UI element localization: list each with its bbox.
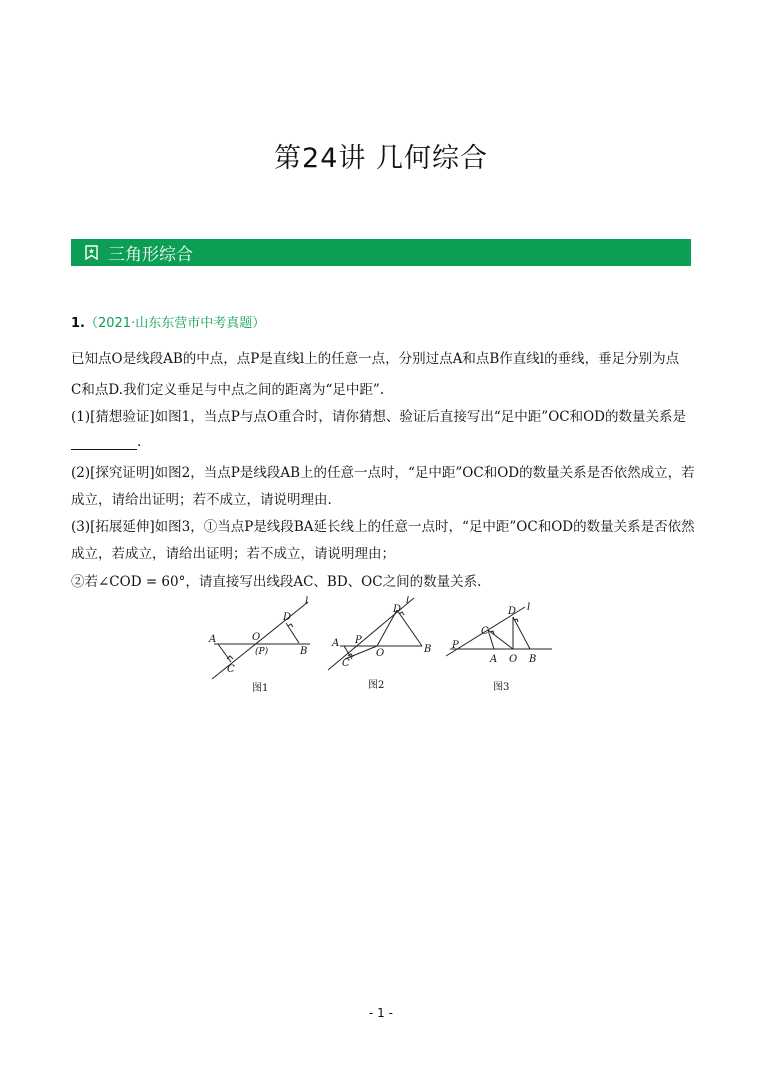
fig2-label-o: O — [376, 648, 385, 659]
fig1-label-b: B — [300, 646, 308, 657]
fig1-label-c: C — [227, 664, 235, 675]
fig1-label-p: (P) — [255, 647, 269, 657]
page-title: 第24讲 几何综合 — [274, 143, 488, 174]
question-header — [71, 312, 265, 331]
fig3-label-a: A — [490, 654, 498, 665]
problem-line: C和点D.我们定义垂足与中点之间的距离为“足中距”. — [71, 382, 385, 398]
fig2-label-a: A — [332, 638, 340, 649]
section-header — [71, 239, 691, 266]
answer-blank-line — [71, 434, 141, 450]
geometry-figures — [200, 596, 570, 704]
fig1-label-a: A — [209, 634, 217, 645]
problem-line: 成立，若成立，请给出证明；若不成立，请说明理由； — [71, 546, 395, 562]
fig2-label-p: P — [355, 635, 362, 646]
fig2-perp-bd — [397, 610, 422, 646]
fig2-label-l: l — [406, 596, 410, 606]
fig2-segment-oc — [345, 646, 377, 659]
fig2-caption: 图2 — [368, 680, 385, 691]
fig2-line-l — [328, 598, 414, 670]
fig3-label-l: l — [527, 602, 531, 613]
problem-line: ②若∠COD = 60°，请直接写出线段AC、BD、OC之间的数量关系. — [71, 574, 482, 590]
fig1-label-o: O — [252, 632, 261, 643]
fig2-label-b: B — [424, 644, 432, 655]
problem-line: 成立，请给出证明；若不成立，请说明理由. — [71, 492, 332, 508]
problem-line: (3)[拓展延伸]如图3，①当点P是线段BA延长线上的任意一点时，“足中距”OC和OD的数量关系是否依然 — [71, 519, 695, 535]
problem-line: 已知点O是线段AB的中点，点P是直线l上的任意一点，分别过点A和点B作直线l的垂线，垂足分别为点 — [71, 351, 680, 367]
section-title: 三角形综合 — [108, 245, 193, 265]
fig1-right-angle-c — [227, 656, 233, 659]
fig3-label-d: D — [508, 606, 517, 617]
question-number: 1. — [71, 316, 85, 331]
fig1-label-l: l — [305, 596, 309, 607]
fig3-label-b: B — [529, 654, 537, 665]
fig2-segment-od — [377, 610, 397, 646]
fig1-perp-ac — [218, 644, 231, 662]
answer-blank[interactable] — [71, 435, 137, 450]
problem-line-end: . — [137, 434, 142, 450]
fig3-label-p: P — [452, 640, 459, 651]
fig1-label-d: D — [283, 612, 292, 623]
fig1-caption: 图1 — [252, 683, 269, 694]
fig3-caption: 图3 — [493, 682, 510, 693]
fig2-label-c: C — [342, 658, 350, 669]
page-number: - 1 - — [369, 1006, 393, 1020]
figure-3 — [446, 607, 552, 656]
fig2-label-d: D — [393, 604, 402, 615]
fig3-perp-bd — [513, 617, 530, 649]
problem-line: (1)[猜想验证]如图1，当点P与点O重合时，请你猜想、验证后直接写出“足中距”OC和OD的数量关系是 — [71, 409, 686, 425]
fig3-label-o: O — [509, 654, 518, 665]
fig3-label-c: C — [481, 626, 489, 637]
fig3-segment-oc — [488, 630, 513, 649]
question-source: （2021·山东东营市中考真题） — [84, 316, 266, 331]
problem-line: (2)[探究证明]如图2，当点P是线段AB上的任意一点时，“足中距”OC和OD的数量关系是否依然成立，若 — [71, 465, 695, 481]
bookmark-star-icon — [85, 245, 98, 260]
